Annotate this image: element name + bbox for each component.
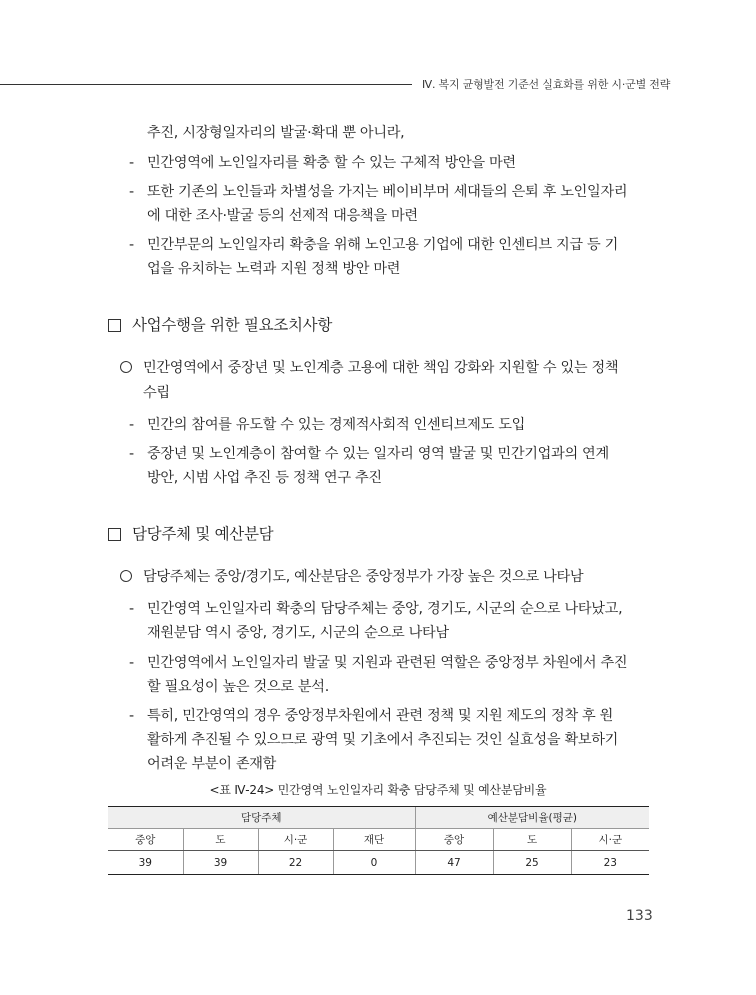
bullet-dash: - <box>129 708 135 724</box>
table-subheader-row <box>108 829 649 851</box>
bullet-text: 민간영역에서 노인일자리 발굴 및 지원과 관련된 역할은 중앙정부 차원에서 추진 <box>147 655 628 671</box>
table-cell: 25 <box>493 851 571 875</box>
table-col-header: 도 <box>183 829 258 851</box>
bullet-dash: - <box>129 655 135 671</box>
table-header-row <box>108 807 649 829</box>
bullet-dash: - <box>129 237 135 253</box>
table-group-header: 예산분담비율(평균) <box>415 807 649 829</box>
point-text: 민간영역에서 중장년 및 노인계층 고용에 대한 책임 강화와 지원할 수 있는 정책 <box>143 360 619 376</box>
bullet-text: 또한 기존의 노인들과 차별성을 가지는 베이비부머 세대들의 은퇴 후 노인일자리 <box>147 184 628 200</box>
section-box-icon <box>108 528 121 541</box>
running-header: Ⅳ. 복지 균형발전 기준선 실효화를 위한 시·군별 전략 <box>422 78 671 91</box>
budget-table <box>108 807 649 875</box>
bullet-dash: - <box>129 446 135 462</box>
circle-bullet-icon <box>120 570 132 582</box>
bullet-text: 재원분담 역시 중앙, 경기도, 시군의 순으로 나타남 <box>147 625 449 641</box>
table-col-header: 도 <box>493 829 571 851</box>
bullet-text: 중장년 및 노인계층이 참여할 수 있는 일자리 영역 발굴 및 민간기업과의 연계 <box>147 446 609 462</box>
table-cell: 39 <box>183 851 258 875</box>
bullet-text: 업을 유치하는 노력과 지원 정책 방안 마련 <box>147 261 401 277</box>
bullet-text: 민간부문의 노인일자리 확충을 위해 노인고용 기업에 대한 인센티브 지급 등 기 <box>147 237 619 253</box>
page-number: 133 <box>626 908 653 924</box>
bullet-text: 민간영역 노인일자리 확충의 담당주체는 중앙, 경기도, 시군의 순으로 나타났고, <box>147 601 623 617</box>
bullet-dash: - <box>129 601 135 617</box>
bullet-dash: - <box>129 417 135 433</box>
bullet-text: 방안, 시범 사업 추진 등 정책 연구 추진 <box>147 470 382 486</box>
section-title: 사업수행을 위한 필요조치사항 <box>132 316 333 334</box>
table-cell: 0 <box>333 851 415 875</box>
table-col-header: 중앙 <box>415 829 493 851</box>
table-cell: 39 <box>108 851 183 875</box>
bullet-text: 활하게 추진될 수 있으므로 광역 및 기초에서 추진되는 것인 실효성을 확보하기 <box>147 732 619 748</box>
bullet-text: 민간영역에 노인일자리를 확충 할 수 있는 구체적 방안을 마련 <box>147 155 516 171</box>
table-col-header: 재단 <box>333 829 415 851</box>
table-col-header: 중앙 <box>108 829 183 851</box>
point-text: 수립 <box>143 385 170 401</box>
bullet-text: 어려운 부분이 존재함 <box>147 756 277 772</box>
header-rule <box>0 84 412 85</box>
bullet-dash: - <box>129 155 135 171</box>
intro-line: 추진, 시장형일자리의 발굴·확대 뿐 아니라, <box>147 125 405 141</box>
table-col-header: 시·군 <box>571 829 649 851</box>
table-caption: <표 Ⅳ-24> 민간영역 노인일자리 확충 담당주체 및 예산분담비율 <box>209 783 547 797</box>
section-box-icon <box>108 319 121 332</box>
table-col-header: 시·군 <box>258 829 333 851</box>
table-cell: 23 <box>571 851 649 875</box>
section-title: 담당주체 및 예산분담 <box>132 525 274 543</box>
table-row <box>108 851 649 875</box>
table-cell: 47 <box>415 851 493 875</box>
point-text: 담당주체는 중앙/경기도, 예산분담은 중앙정부가 가장 높은 것으로 나타남 <box>143 569 584 585</box>
table-cell: 22 <box>258 851 333 875</box>
circle-bullet-icon <box>120 361 132 373</box>
bullet-text: 민간의 참여를 유도할 수 있는 경제적사회적 인센티브제도 도입 <box>147 417 526 433</box>
table-group-header: 담당주체 <box>108 807 415 829</box>
bullet-text: 에 대한 조사·발굴 등의 선제적 대응책을 마련 <box>147 208 418 224</box>
bullet-text: 할 필요성이 높은 것으로 분석. <box>147 679 329 695</box>
bullet-dash: - <box>129 184 135 200</box>
bullet-text: 특히, 민간영역의 경우 중앙정부차원에서 관련 정책 및 지원 제도의 정착 후 원 <box>147 708 614 724</box>
